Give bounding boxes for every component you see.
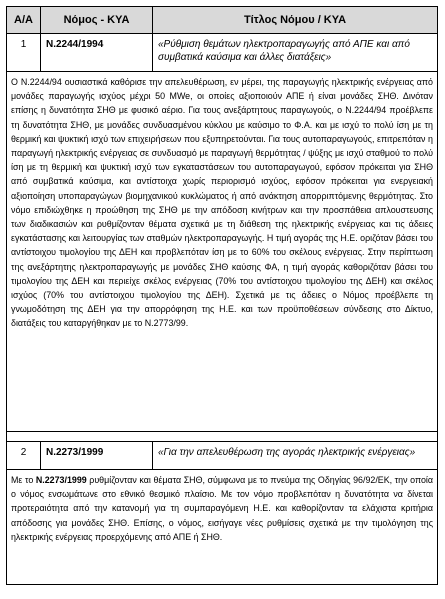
row-separator	[6, 432, 438, 442]
header-law: Νόμος - ΚΥΑ	[41, 7, 153, 33]
table-header	[6, 6, 438, 34]
table-row	[6, 442, 438, 470]
row-title: «Για την απελευθέρωση της αγοράς ηλεκτρικής ενέργειας»	[158, 447, 416, 458]
row-description: Ο Ν.2244/94 ουσιαστικά καθόρισε την απελευθέρωση, εν μέρει, της παραγωγής ηλεκτρικής ενέργειας από μονάδες παραγωγής ισχύος μέχρι 50 MWe, οι οποίες αξιοποιούν ΑΠΕ ή είναι μονάδες ΣΗΘ. Δινόταν επίσης η δυνατότητα ΣΗΘ με φυσικό αέριο. Για τους ανεξάρτητους παραγωγούς, ο Ν.2244/94 προέβλεπε τη δυνατότητα ΣΗΘ, με μονάδες συνδυασμένου κύκλου με καύσιμο το Φ.Α. και με ισχύ το πολύ ίση με τη θερμική και ψυκτική ισχύ των επιχειρήσεων που εξυπηρετούνται. Για τους αυτοπαραγωγούς, επιτρεπόταν η παραγωγή ηλεκτρικής ενέργειας σε συνδυασμό με παραγωγή θερμότητας / ψύξης με ισχύ σταθμού το πολύ ίση με τη θερμική και ψυκτική ισχύ των εγκαταστάσεων του αυτοπαραγωγού, εφόσον πρόκειται για ΣΗΘ από συμβατικά καύσιμα, και αντίστοιχα χωρίς περιορισμό ισχύος, εφόσον πρόκειται για ενεργειακή αξιοποίηση υποπαραγώγων βιομηχανικού κυκλώματος ή από ανάκτηση απορριπτόμενης θερμότητας. Στο νόμο επιδιώχθηκε η προώθηση της ΣΗΘ με την απόδοση κινήτρων και την προσπάθεια απλουστευσης των διαδικασιών και ρυθμίζονταν θέματα σχετικά με τη διάθεση της ηλεκτρικής ενέργειας και τις άδειες εγκατάστασης και λειτουργίας των σταθμών ηλεκτροπαραγωγής. Η τιμή αγοράς της Η.Ε. οριζόταν βάσει του αντίστοιχου τιμολογίου της ΔΕΗ και προβλεπόταν ίση με το 60% του σκέλους ενέργειας. Στην περίπτωση της ανεξάρτητης ηλεκτροπαραγωγής με μονάδες ΣΗΘ καύσης ΦΑ, η τιμή αγοράς καθοριζόταν βάσει του τιμολογίου της ΔΕΗ και περιείχε σκέλος ενέργειας (70% του αντίστοιχου τιμολογίου της ΔΕΗ) και σκέλος ισχύος (70% του αντίστοιχου τιμολογίου της ΔΕΗ). Σχετικά με τις άδειες ο Νόμος προέβλεπε τη γνωμοδότηση της ΔΕΗ για την απορρόφηση της Η.Ε. και των προϋποθέσεων σύνδεσης στο Δίκτυο, διατάξεις του καταργήθηκαν με το Ν.2773/99.	[6, 72, 438, 432]
description-rest: ρυθμίζονταν και θέματα ΣΗΘ, σύμφωνα με το πνεύμα της Οδηγίας 96/92/ΕΚ, την οποία ο νόμος ενσωμάτωνε στο εθνικό θεσμικό πλαίσιο. Με τον νόμο προβλεπόταν η δυνατότητα να δίνεται προτεραιότητα από την κατανομή για τη συμπαραγόμενη Η.Ε. και καθορίζονταν τα ελάχιστα κριτήρια απόδοσης για μονάδες ΣΗΘ. Επίσης, ο νόμος, εισήγαγε νέες ρυθμίσεις σχετικά με την τιμολόγηση της ηλεκτρικής ενέργειας προερχόμενης από ΑΠΕ ή ΣΗΘ.	[11, 475, 433, 542]
description-lead: Με το	[11, 475, 34, 485]
row-law: N.2273/1999	[41, 442, 153, 469]
row-law: N.2244/1994	[41, 34, 153, 71]
row-num: 1	[7, 34, 41, 71]
table-row	[6, 34, 438, 72]
law-table	[6, 6, 438, 592]
header-title: Τίτλος Νόμου / ΚΥΑ	[243, 14, 347, 26]
header-num: Α/Α	[7, 7, 41, 33]
row-num: 2	[7, 442, 41, 469]
description-law: Ν.2273/1999	[35, 475, 87, 485]
row-title: «Ρύθμιση θεμάτων ηλεκτροπαραγωγής από ΑΠΕ και από συμβατικά καύσιμα και άλλες διατάξεις»	[158, 39, 410, 63]
row-description	[6, 470, 438, 585]
